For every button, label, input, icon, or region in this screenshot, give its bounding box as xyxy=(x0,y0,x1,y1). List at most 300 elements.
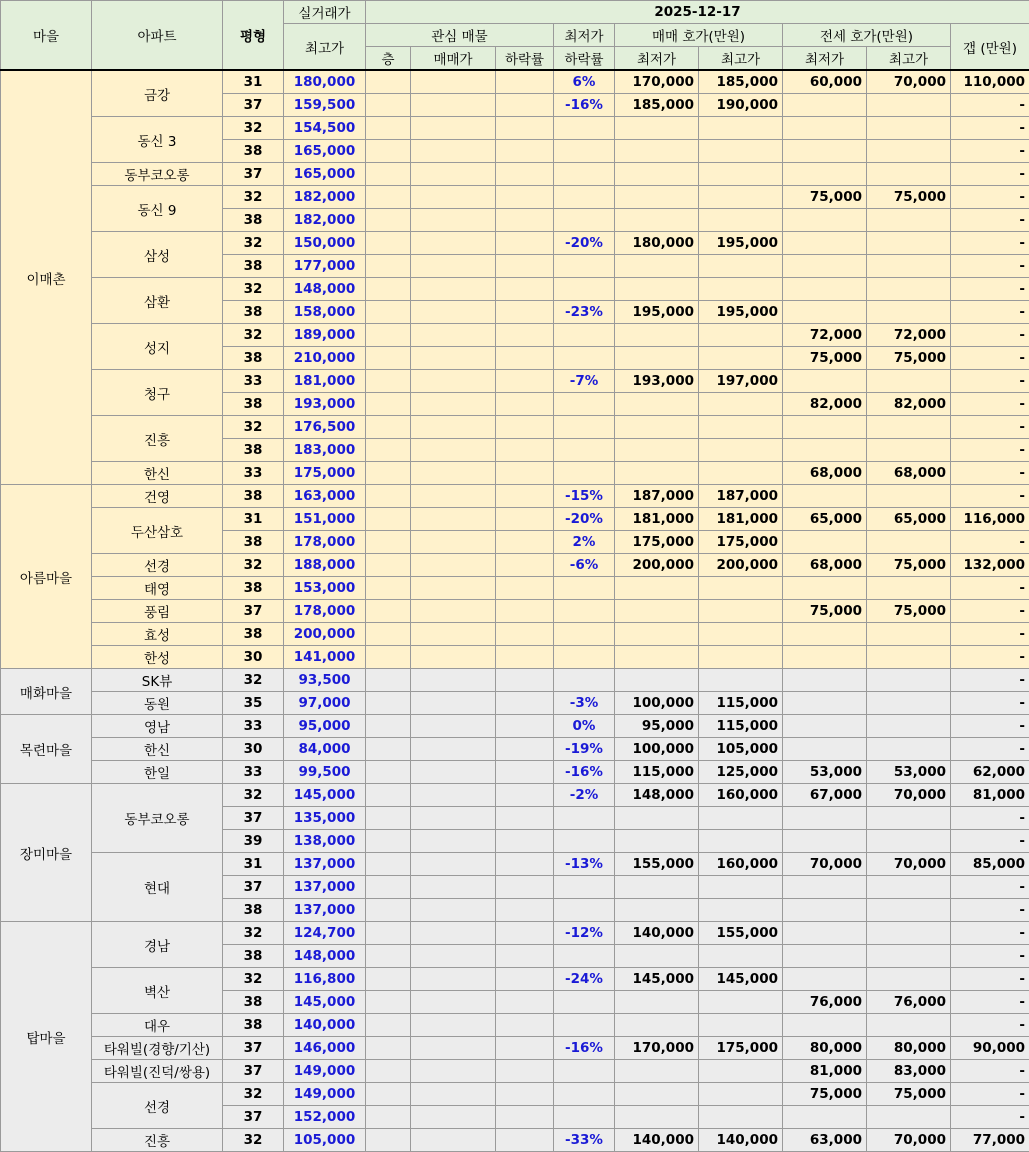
header-apartment: 아파트 xyxy=(92,1,223,71)
interest-sale-price-cell xyxy=(411,899,496,922)
interest-drop-rate-cell xyxy=(496,807,554,830)
pyeong-cell: 37 xyxy=(223,94,284,117)
interest-sale-price-cell xyxy=(411,140,496,163)
lowest-drop-rate-cell xyxy=(554,209,615,232)
interest-sale-price-cell xyxy=(411,508,496,531)
jeonse-quote-min-cell xyxy=(783,830,867,853)
gap-cell: 62,000 xyxy=(951,761,1029,784)
jeonse-quote-min-cell: 67,000 xyxy=(783,784,867,807)
jeonse-quote-min-cell: 60,000 xyxy=(783,70,867,94)
sale-quote-max-cell xyxy=(699,278,783,301)
gap-cell: - xyxy=(951,738,1029,761)
lowest-drop-rate-cell xyxy=(554,876,615,899)
table-row xyxy=(1,163,1029,186)
pyeong-cell: 31 xyxy=(223,853,284,876)
interest-drop-rate-cell xyxy=(496,600,554,623)
interest-sale-price-cell xyxy=(411,807,496,830)
interest-drop-rate-cell xyxy=(496,1083,554,1106)
jeonse-quote-max-cell xyxy=(867,416,951,439)
interest-drop-rate-cell xyxy=(496,209,554,232)
pyeong-cell: 38 xyxy=(223,140,284,163)
gap-cell: - xyxy=(951,531,1029,554)
lowest-drop-rate-cell xyxy=(554,669,615,692)
jeonse-quote-max-cell xyxy=(867,646,951,669)
table-row xyxy=(1,1060,1029,1083)
pyeong-cell: 32 xyxy=(223,1083,284,1106)
table-header xyxy=(1,1,1029,71)
interest-drop-rate-cell xyxy=(496,324,554,347)
jeonse-quote-max-cell xyxy=(867,163,951,186)
lowest-drop-rate-cell xyxy=(554,347,615,370)
table-row xyxy=(1,1014,1029,1037)
interest-sale-price-cell xyxy=(411,1060,496,1083)
table-row xyxy=(1,370,1029,393)
lowest-drop-rate-cell: -23% xyxy=(554,301,615,324)
sale-quote-min-cell xyxy=(615,439,699,462)
sale-quote-max-cell xyxy=(699,577,783,600)
floor-cell xyxy=(366,623,411,646)
floor-cell xyxy=(366,462,411,485)
jeonse-quote-max-cell xyxy=(867,692,951,715)
sale-quote-max-cell: 190,000 xyxy=(699,94,783,117)
table-row xyxy=(1,692,1029,715)
pyeong-cell: 32 xyxy=(223,1129,284,1152)
interest-sale-price-cell xyxy=(411,922,496,945)
interest-sale-price-cell xyxy=(411,623,496,646)
header-pyeong: 평형 xyxy=(223,1,284,71)
sale-quote-min-cell xyxy=(615,209,699,232)
interest-drop-rate-cell xyxy=(496,554,554,577)
pyeong-cell: 32 xyxy=(223,416,284,439)
table-row xyxy=(1,278,1029,301)
jeonse-quote-max-cell xyxy=(867,255,951,278)
interest-drop-rate-cell xyxy=(496,1106,554,1129)
floor-cell xyxy=(366,301,411,324)
header-sale-price: 매매가 xyxy=(411,47,496,71)
sale-quote-max-cell xyxy=(699,991,783,1014)
real-trade-max-cell: 165,000 xyxy=(284,140,366,163)
jeonse-quote-max-cell: 75,000 xyxy=(867,600,951,623)
gap-cell: - xyxy=(951,232,1029,255)
header-floor: 층 xyxy=(366,47,411,71)
interest-sale-price-cell xyxy=(411,209,496,232)
interest-sale-price-cell xyxy=(411,163,496,186)
real-trade-max-cell: 159,500 xyxy=(284,94,366,117)
header-jeonse-min: 최저가 xyxy=(783,47,867,71)
real-trade-max-cell: 177,000 xyxy=(284,255,366,278)
interest-sale-price-cell xyxy=(411,1083,496,1106)
real-trade-max-cell: 145,000 xyxy=(284,784,366,807)
jeonse-quote-max-cell xyxy=(867,439,951,462)
pyeong-cell: 32 xyxy=(223,324,284,347)
sale-quote-min-cell xyxy=(615,324,699,347)
interest-sale-price-cell xyxy=(411,554,496,577)
apartment-cell: 선경 xyxy=(92,554,223,577)
sale-quote-min-cell xyxy=(615,278,699,301)
sale-quote-min-cell xyxy=(615,416,699,439)
real-trade-max-cell: 154,500 xyxy=(284,117,366,140)
jeonse-quote-max-cell xyxy=(867,968,951,991)
header-sale-min: 최저가 xyxy=(615,47,699,71)
floor-cell xyxy=(366,922,411,945)
pyeong-cell: 32 xyxy=(223,117,284,140)
sale-quote-min-cell: 180,000 xyxy=(615,232,699,255)
gap-cell: - xyxy=(951,1014,1029,1037)
lowest-drop-rate-cell xyxy=(554,393,615,416)
lowest-drop-rate-cell xyxy=(554,117,615,140)
real-trade-max-cell: 105,000 xyxy=(284,1129,366,1152)
interest-sale-price-cell xyxy=(411,692,496,715)
lowest-drop-rate-cell xyxy=(554,163,615,186)
table-row xyxy=(1,117,1029,140)
real-trade-max-cell: 181,000 xyxy=(284,370,366,393)
jeonse-quote-max-cell xyxy=(867,209,951,232)
apartment-cell: 동부코오롱 xyxy=(92,163,223,186)
apartment-cell: 동신 3 xyxy=(92,117,223,163)
apartment-cell: 대우 xyxy=(92,1014,223,1037)
jeonse-quote-min-cell xyxy=(783,807,867,830)
apartment-cell: 금강 xyxy=(92,70,223,117)
jeonse-quote-min-cell xyxy=(783,623,867,646)
apartment-cell: 진흥 xyxy=(92,416,223,462)
lowest-drop-rate-cell xyxy=(554,278,615,301)
gap-cell: - xyxy=(951,163,1029,186)
sale-quote-max-cell xyxy=(699,255,783,278)
interest-sale-price-cell xyxy=(411,991,496,1014)
gap-cell: - xyxy=(951,347,1029,370)
floor-cell xyxy=(366,209,411,232)
sale-quote-max-cell: 115,000 xyxy=(699,692,783,715)
real-trade-max-cell: 149,000 xyxy=(284,1083,366,1106)
interest-drop-rate-cell xyxy=(496,439,554,462)
apartment-cell: 타워빌(진덕/쌍용) xyxy=(92,1060,223,1083)
header-jeonse-quote: 전세 호가(만원) xyxy=(783,24,951,47)
floor-cell xyxy=(366,485,411,508)
sale-quote-min-cell: 140,000 xyxy=(615,1129,699,1152)
jeonse-quote-max-cell xyxy=(867,899,951,922)
jeonse-quote-max-cell: 75,000 xyxy=(867,554,951,577)
jeonse-quote-min-cell xyxy=(783,922,867,945)
lowest-drop-rate-cell: -16% xyxy=(554,761,615,784)
jeonse-quote-max-cell xyxy=(867,738,951,761)
pyeong-cell: 38 xyxy=(223,577,284,600)
gap-cell: - xyxy=(951,393,1029,416)
jeonse-quote-min-cell xyxy=(783,439,867,462)
gap-cell: - xyxy=(951,1106,1029,1129)
sale-quote-min-cell xyxy=(615,393,699,416)
lowest-drop-rate-cell: -15% xyxy=(554,485,615,508)
apartment-cell: 삼환 xyxy=(92,278,223,324)
jeonse-quote-min-cell xyxy=(783,209,867,232)
lowest-drop-rate-cell xyxy=(554,945,615,968)
jeonse-quote-min-cell: 81,000 xyxy=(783,1060,867,1083)
pyeong-cell: 38 xyxy=(223,301,284,324)
pyeong-cell: 35 xyxy=(223,692,284,715)
header-jeonse-max: 최고가 xyxy=(867,47,951,71)
sale-quote-min-cell xyxy=(615,255,699,278)
header-drop-rate: 하락률 xyxy=(496,47,554,71)
jeonse-quote-min-cell: 80,000 xyxy=(783,1037,867,1060)
floor-cell xyxy=(366,1037,411,1060)
lowest-drop-rate-cell: 2% xyxy=(554,531,615,554)
sale-quote-min-cell: 148,000 xyxy=(615,784,699,807)
sale-quote-max-cell: 187,000 xyxy=(699,485,783,508)
sale-quote-min-cell xyxy=(615,899,699,922)
village-cell: 이매촌 xyxy=(1,70,92,485)
floor-cell xyxy=(366,1106,411,1129)
sale-quote-max-cell xyxy=(699,623,783,646)
pyeong-cell: 38 xyxy=(223,439,284,462)
real-trade-max-cell: 97,000 xyxy=(284,692,366,715)
lowest-drop-rate-cell xyxy=(554,1106,615,1129)
floor-cell xyxy=(366,347,411,370)
jeonse-quote-min-cell: 65,000 xyxy=(783,508,867,531)
pyeong-cell: 32 xyxy=(223,784,284,807)
real-trade-max-cell: 95,000 xyxy=(284,715,366,738)
table-row xyxy=(1,646,1029,669)
jeonse-quote-max-cell xyxy=(867,876,951,899)
pyeong-cell: 33 xyxy=(223,715,284,738)
interest-sale-price-cell xyxy=(411,945,496,968)
real-trade-max-cell: 182,000 xyxy=(284,209,366,232)
jeonse-quote-min-cell xyxy=(783,163,867,186)
sale-quote-max-cell xyxy=(699,347,783,370)
real-trade-max-cell: 189,000 xyxy=(284,324,366,347)
table-row xyxy=(1,1037,1029,1060)
floor-cell xyxy=(366,186,411,209)
sale-quote-max-cell: 105,000 xyxy=(699,738,783,761)
floor-cell xyxy=(366,876,411,899)
floor-cell xyxy=(366,94,411,117)
jeonse-quote-min-cell: 72,000 xyxy=(783,324,867,347)
sale-quote-max-cell: 175,000 xyxy=(699,531,783,554)
apartment-cell: 벽산 xyxy=(92,968,223,1014)
floor-cell xyxy=(366,899,411,922)
real-trade-max-cell: 182,000 xyxy=(284,186,366,209)
floor-cell xyxy=(366,393,411,416)
sale-quote-max-cell xyxy=(699,830,783,853)
apartment-cell: 선경 xyxy=(92,1083,223,1129)
jeonse-quote-max-cell: 75,000 xyxy=(867,347,951,370)
interest-sale-price-cell xyxy=(411,646,496,669)
gap-cell: - xyxy=(951,623,1029,646)
interest-sale-price-cell xyxy=(411,94,496,117)
interest-sale-price-cell xyxy=(411,324,496,347)
sale-quote-max-cell xyxy=(699,1106,783,1129)
apartment-cell: 효성 xyxy=(92,623,223,646)
jeonse-quote-max-cell xyxy=(867,669,951,692)
header-lowest-top: 최저가 xyxy=(554,24,615,47)
floor-cell xyxy=(366,278,411,301)
header-real-trade-top: 실거래가 xyxy=(284,1,366,24)
interest-drop-rate-cell xyxy=(496,1014,554,1037)
jeonse-quote-max-cell xyxy=(867,117,951,140)
sale-quote-max-cell xyxy=(699,876,783,899)
floor-cell xyxy=(366,692,411,715)
pyeong-cell: 38 xyxy=(223,991,284,1014)
interest-drop-rate-cell xyxy=(496,899,554,922)
sale-quote-min-cell xyxy=(615,577,699,600)
table-row xyxy=(1,669,1029,692)
jeonse-quote-min-cell: 75,000 xyxy=(783,600,867,623)
jeonse-quote-min-cell xyxy=(783,531,867,554)
pyeong-cell: 37 xyxy=(223,1106,284,1129)
interest-drop-rate-cell xyxy=(496,140,554,163)
table-row xyxy=(1,508,1029,531)
apartment-cell: 풍림 xyxy=(92,600,223,623)
floor-cell xyxy=(366,232,411,255)
jeonse-quote-max-cell: 82,000 xyxy=(867,393,951,416)
floor-cell xyxy=(366,807,411,830)
interest-drop-rate-cell xyxy=(496,715,554,738)
floor-cell xyxy=(366,646,411,669)
jeonse-quote-max-cell xyxy=(867,922,951,945)
floor-cell xyxy=(366,945,411,968)
interest-sale-price-cell xyxy=(411,761,496,784)
interest-sale-price-cell xyxy=(411,1106,496,1129)
interest-drop-rate-cell xyxy=(496,853,554,876)
lowest-drop-rate-cell: 6% xyxy=(554,70,615,94)
lowest-drop-rate-cell xyxy=(554,600,615,623)
floor-cell xyxy=(366,554,411,577)
jeonse-quote-min-cell xyxy=(783,301,867,324)
sale-quote-min-cell: 185,000 xyxy=(615,94,699,117)
table-row xyxy=(1,416,1029,439)
floor-cell xyxy=(366,140,411,163)
real-trade-max-cell: 188,000 xyxy=(284,554,366,577)
interest-sale-price-cell xyxy=(411,301,496,324)
interest-drop-rate-cell xyxy=(496,991,554,1014)
gap-cell: - xyxy=(951,370,1029,393)
sale-quote-max-cell xyxy=(699,163,783,186)
sale-quote-max-cell: 185,000 xyxy=(699,70,783,94)
real-trade-max-cell: 99,500 xyxy=(284,761,366,784)
lowest-drop-rate-cell xyxy=(554,439,615,462)
pyeong-cell: 33 xyxy=(223,761,284,784)
header-village: 마을 xyxy=(1,1,92,71)
jeonse-quote-max-cell xyxy=(867,830,951,853)
interest-sale-price-cell xyxy=(411,1014,496,1037)
lowest-drop-rate-cell xyxy=(554,1083,615,1106)
floor-cell xyxy=(366,439,411,462)
jeonse-quote-max-cell xyxy=(867,807,951,830)
pyeong-cell: 33 xyxy=(223,462,284,485)
sale-quote-min-cell: 195,000 xyxy=(615,301,699,324)
pyeong-cell: 38 xyxy=(223,485,284,508)
jeonse-quote-min-cell xyxy=(783,370,867,393)
gap-cell: - xyxy=(951,830,1029,853)
jeonse-quote-min-cell xyxy=(783,945,867,968)
table-row xyxy=(1,715,1029,738)
lowest-drop-rate-cell: -19% xyxy=(554,738,615,761)
sale-quote-min-cell xyxy=(615,945,699,968)
jeonse-quote-min-cell: 63,000 xyxy=(783,1129,867,1152)
lowest-drop-rate-cell: -16% xyxy=(554,94,615,117)
interest-sale-price-cell xyxy=(411,485,496,508)
pyeong-cell: 38 xyxy=(223,393,284,416)
table-row xyxy=(1,554,1029,577)
pyeong-cell: 37 xyxy=(223,163,284,186)
jeonse-quote-min-cell xyxy=(783,1014,867,1037)
real-trade-max-cell: 180,000 xyxy=(284,70,366,94)
sale-quote-max-cell: 160,000 xyxy=(699,853,783,876)
jeonse-quote-min-cell: 75,000 xyxy=(783,347,867,370)
jeonse-quote-min-cell xyxy=(783,278,867,301)
pyeong-cell: 38 xyxy=(223,209,284,232)
real-trade-max-cell: 149,000 xyxy=(284,1060,366,1083)
lowest-drop-rate-cell xyxy=(554,1014,615,1037)
interest-drop-rate-cell xyxy=(496,347,554,370)
sale-quote-min-cell: 170,000 xyxy=(615,70,699,94)
floor-cell xyxy=(366,991,411,1014)
jeonse-quote-max-cell xyxy=(867,577,951,600)
real-trade-max-cell: 124,700 xyxy=(284,922,366,945)
table-row xyxy=(1,853,1029,876)
village-cell: 탑마을 xyxy=(1,922,92,1152)
floor-cell xyxy=(366,784,411,807)
interest-sale-price-cell xyxy=(411,1037,496,1060)
table-row xyxy=(1,623,1029,646)
gap-cell: - xyxy=(951,968,1029,991)
jeonse-quote-min-cell xyxy=(783,899,867,922)
table-row xyxy=(1,324,1029,347)
sale-quote-max-cell xyxy=(699,416,783,439)
pyeong-cell: 32 xyxy=(223,278,284,301)
sale-quote-min-cell: 193,000 xyxy=(615,370,699,393)
jeonse-quote-max-cell: 75,000 xyxy=(867,1083,951,1106)
gap-cell: - xyxy=(951,324,1029,347)
gap-cell: - xyxy=(951,278,1029,301)
interest-sale-price-cell xyxy=(411,439,496,462)
sale-quote-min-cell: 200,000 xyxy=(615,554,699,577)
header-gap: 갭 (만원) xyxy=(951,24,1029,71)
interest-sale-price-cell xyxy=(411,416,496,439)
interest-drop-rate-cell xyxy=(496,968,554,991)
interest-drop-rate-cell xyxy=(496,278,554,301)
real-trade-max-cell: 152,000 xyxy=(284,1106,366,1129)
real-trade-max-cell: 138,000 xyxy=(284,830,366,853)
jeonse-quote-max-cell xyxy=(867,140,951,163)
lowest-drop-rate-cell xyxy=(554,899,615,922)
lowest-drop-rate-cell: -20% xyxy=(554,232,615,255)
interest-drop-rate-cell xyxy=(496,1060,554,1083)
floor-cell xyxy=(366,255,411,278)
real-trade-max-cell: 146,000 xyxy=(284,1037,366,1060)
table-row xyxy=(1,232,1029,255)
sale-quote-max-cell: 115,000 xyxy=(699,715,783,738)
interest-drop-rate-cell xyxy=(496,646,554,669)
sale-quote-min-cell: 115,000 xyxy=(615,761,699,784)
real-trade-max-cell: 137,000 xyxy=(284,899,366,922)
real-trade-max-cell: 200,000 xyxy=(284,623,366,646)
floor-cell xyxy=(366,324,411,347)
real-trade-max-cell: 193,000 xyxy=(284,393,366,416)
real-trade-max-cell: 141,000 xyxy=(284,646,366,669)
gap-cell: 132,000 xyxy=(951,554,1029,577)
pyeong-cell: 32 xyxy=(223,922,284,945)
interest-drop-rate-cell xyxy=(496,393,554,416)
floor-cell xyxy=(366,968,411,991)
floor-cell xyxy=(366,163,411,186)
sale-quote-min-cell: 175,000 xyxy=(615,531,699,554)
gap-cell: - xyxy=(951,462,1029,485)
interest-drop-rate-cell xyxy=(496,876,554,899)
gap-cell: - xyxy=(951,117,1029,140)
jeonse-quote-max-cell xyxy=(867,531,951,554)
sale-quote-max-cell: 125,000 xyxy=(699,761,783,784)
real-trade-max-cell: 178,000 xyxy=(284,531,366,554)
village-cell: 매화마을 xyxy=(1,669,92,715)
